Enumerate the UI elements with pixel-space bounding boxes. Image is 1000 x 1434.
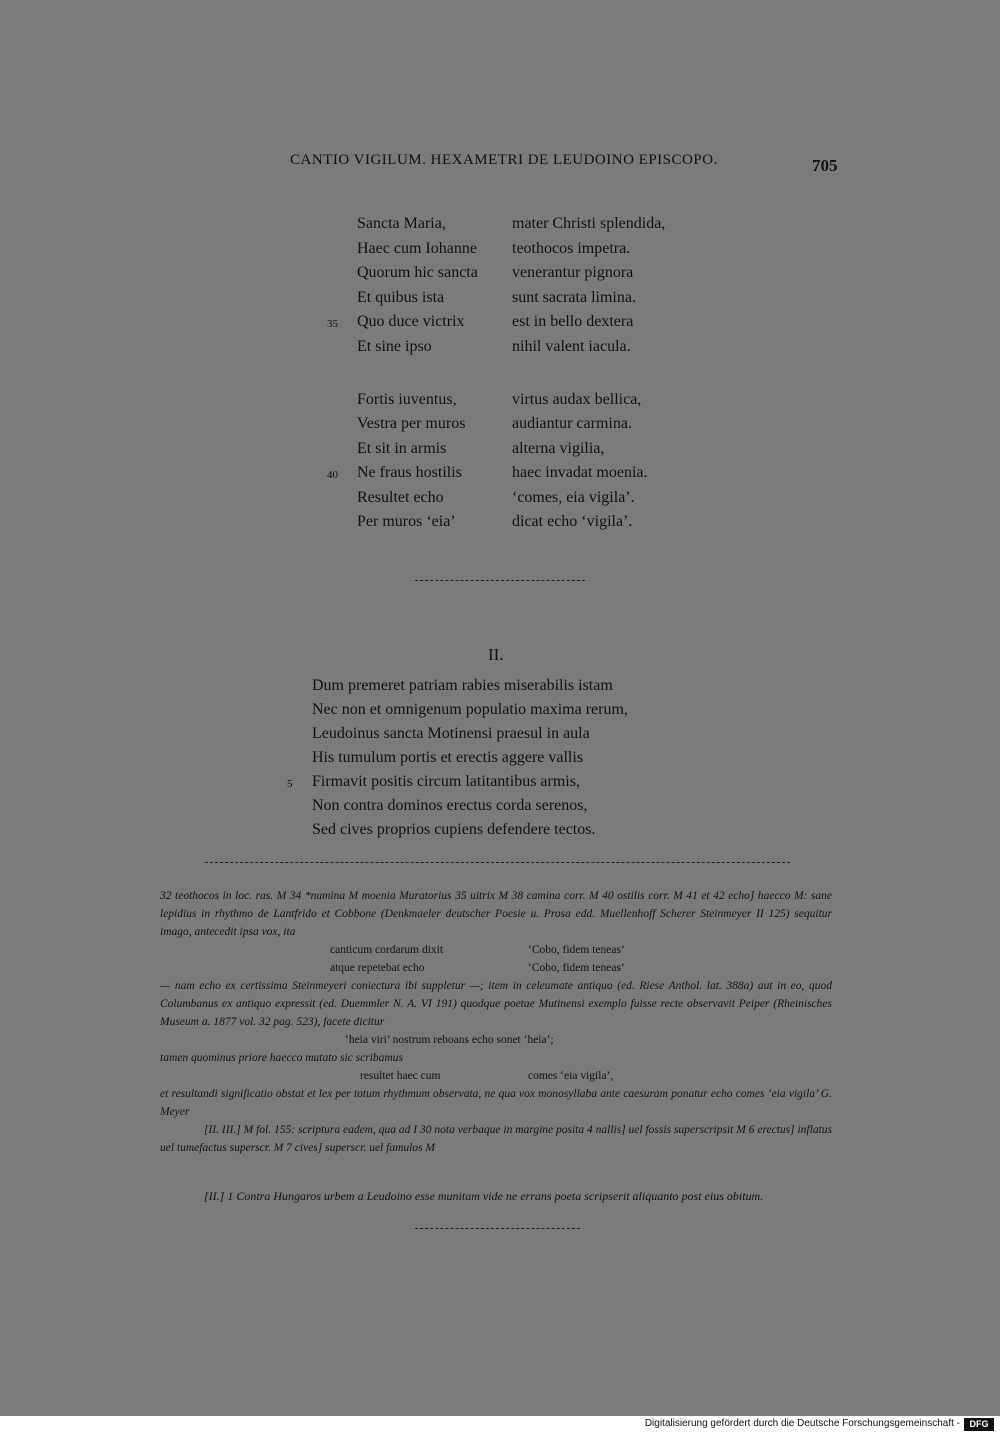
- hexameter-block: [287, 674, 628, 842]
- hexameter-text: His tumulum portis et erectis aggere vallis: [312, 749, 584, 766]
- hexameter-line: [287, 770, 628, 794]
- dfg-logo: DFG: [964, 1418, 994, 1431]
- hexameter-line: [312, 722, 628, 746]
- running-header: CANTIO VIGILUM. HEXAMETRI DE LEUDOINO EPISCOPO.: [290, 152, 718, 168]
- hexameter-text: Non contra dominos erectus corda serenos,: [312, 797, 588, 814]
- footnote: [II.] 1 Contra Hungaros urbem a Leudoino esse munitam vide ne errans poeta scripserit aliquanto post eius obitum.: [204, 1189, 764, 1203]
- footnote-divider: [415, 1228, 580, 1229]
- verse-second-half: venerantur pignora: [512, 264, 634, 281]
- hexameter-text: Nec non et omnigenum populatio maxima rerum,: [312, 701, 628, 718]
- verse-first-half: Ne fraus hostilis: [357, 464, 462, 481]
- verse-first-half: Haec cum Iohanne: [357, 239, 477, 257]
- verse-first-half: Quorum hic sancta: [357, 264, 478, 281]
- verse-second-half: teothocos impetra.: [512, 239, 631, 257]
- apparatus-quote: canticum cordarum dixit ‘Cobo, fidem teneas’: [330, 944, 625, 956]
- line-number: 35: [327, 318, 338, 330]
- section-divider: [415, 580, 585, 581]
- apparatus-quote: ‘heia viri’ nostrum reboans echo sonet ‘heia’;: [345, 1034, 554, 1046]
- page-number: 705: [812, 156, 838, 175]
- verse-second-half: alterna vigilia,: [512, 439, 605, 457]
- apparatus-paragraph: 32 teothocos in loc. ras. M 34 *numina M moenia Muratorius 35 uitrix M 38 camina corr. M 40 ostilis corr. M 41 et 42 echo] haecco M: sane lepidius in rhythmo de Lantfrido et Cobbone (Denkmaeler deutscher Poesie u. Prosa edd. Muellenhoff Scherer Steinmeyer II 125) sequitur imago, antecedit ipsa vox, ita: [160, 890, 832, 938]
- verse-second-half: sunt sacrata limina.: [512, 288, 636, 306]
- critical-apparatus: [160, 887, 832, 1157]
- hexameter-text: Dum premeret patriam rabies miserabilis istam: [312, 677, 613, 694]
- verse-first-half: Et sine ipso: [357, 337, 432, 355]
- verse-second-half: est in bello dextera: [512, 313, 634, 330]
- hexameter-line: [312, 818, 628, 842]
- hexameter-line: [312, 746, 628, 770]
- verse-first-half: Quo duce victrix: [357, 313, 465, 330]
- apparatus-paragraph: — nam echo ex certissima Steinmeyeri coniectura ibi suppletur —; item in celeumate antiquo (ed. Riese Anthol. lat. 388a) aut in eo, quod Columbanus ex antiquo expressit (ed. Duemmler N. A. VI 191) quodque poetae Mutinensi exemplo fuisse recte observavit Peiper (Rheinisches Museum a. 1877 vol. 32 pag. 523), facete dicitur: [160, 980, 832, 1028]
- hexameter-text: Sed cives proprios cupiens defendere tectos.: [312, 821, 596, 838]
- hexameter-text: Leudoinus sancta Motinensi praesul in aula: [312, 725, 590, 742]
- hexameter-line: [312, 698, 628, 722]
- verse-first-half: Resultet echo: [357, 488, 444, 506]
- section-title: II.: [488, 645, 504, 664]
- hexameter-line: [312, 674, 628, 698]
- verse-second-half: virtus audax bellica,: [512, 390, 642, 408]
- footer-credit: Digitalisierung gefördert durch die Deutsche Forschungsgemeinschaft -: [644, 1418, 960, 1429]
- line-number: 5: [287, 778, 293, 790]
- verse-second-half: ‘comes, eia vigila’.: [512, 488, 635, 506]
- apparatus-paragraph: tamen quominus priore haecco mutato sic scribamus: [160, 1052, 403, 1064]
- footer-bar: [0, 1416, 1000, 1434]
- verse-first-half: Et sit in armis: [357, 439, 447, 457]
- verse-second-half: mater Christi splendida,: [512, 215, 666, 232]
- verse-first-half: Fortis iuventus,: [357, 390, 457, 408]
- line-number: 40: [327, 469, 338, 481]
- verse-first-half: Et quibus ista: [357, 288, 445, 306]
- notes-divider: [205, 862, 790, 863]
- verse-second-half: haec invadat moenia.: [512, 464, 648, 481]
- hexameter-line: [312, 794, 628, 818]
- verse-first-half: Vestra per muros: [357, 415, 466, 432]
- verse-first-half: Per muros ‘eia’: [357, 513, 456, 530]
- verse-second-half: dicat echo ‘vigila’.: [512, 513, 633, 530]
- apparatus-paragraph: [II. III.] M fol. 155: scriptura eadem, qua ad I 30 nota verbaque in margine posita 4 nallis] uel fossis superscripsit M 6 erectus] inflatus uel tumefactus superscr. M 7 cives] superscr. uel famulos M: [160, 1124, 832, 1154]
- hexameter-text: Firmavit positis circum latitantibus armis,: [312, 773, 580, 790]
- verse-second-half: nihil valent iacula.: [512, 337, 631, 355]
- apparatus-paragraph: et resultandi significatio obstat et lex per totum rhythmum observata, ne qua vox monosyllaba ante caesuram ponatur echo comes ‘eia vigila’ G. Meyer: [160, 1088, 832, 1118]
- verse-second-half: audiantur carmina.: [512, 415, 632, 432]
- verse-first-half: Sancta Maria,: [357, 215, 446, 232]
- apparatus-quote: resultet haec cum comes ‘eia vigila’,: [360, 1070, 614, 1082]
- apparatus-quote: atque repetebat echo ‘Cobo, fidem teneas’: [330, 962, 625, 974]
